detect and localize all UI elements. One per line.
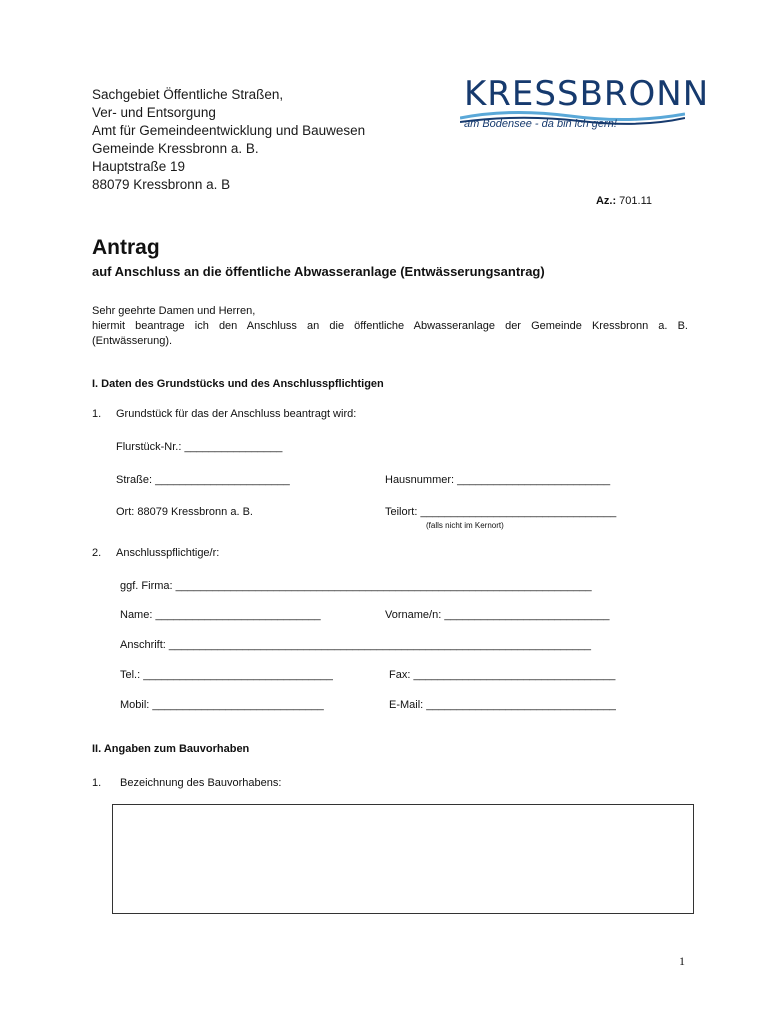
email-field[interactable]: E-Mail: _______________________________ xyxy=(389,699,616,711)
name-field[interactable]: Name: ___________________________ xyxy=(120,609,321,621)
item-label: Grundstück für das der Anschluss beantragt wird: xyxy=(116,408,357,420)
sender-address xyxy=(92,86,365,194)
document-title: Antrag xyxy=(92,236,160,259)
hausnummer-field[interactable]: Hausnummer: _________________________ xyxy=(385,474,611,486)
reference-label: Az.: xyxy=(595,195,617,207)
intro-text xyxy=(92,304,688,349)
teilort-note: (falls nicht im Kernort) xyxy=(426,521,504,530)
page-number: 1 xyxy=(679,954,685,968)
tel-field[interactable]: Tel.: _______________________________ xyxy=(120,669,333,681)
address-line: Amt für Gemeindeentwicklung und Bauwesen xyxy=(92,123,366,138)
logo-tagline: am Bodensee - da bin ich gern! xyxy=(464,118,617,130)
firma-field[interactable]: ggf. Firma: ____________________________________________________________________ xyxy=(120,580,592,592)
kressbronn-logo xyxy=(460,74,710,134)
address-line: Sachgebiet Öffentliche Straßen, xyxy=(92,87,284,102)
address-line: Hauptstraße 19 xyxy=(92,159,186,174)
intro-line: (Entwässerung). xyxy=(92,335,173,347)
salutation: Sehr geehrte Damen und Herren, xyxy=(92,305,256,317)
address-line: 88079 Kressbronn a. B xyxy=(92,177,231,192)
ort-field: Ort: 88079 Kressbronn a. B. xyxy=(116,506,253,518)
item-number: 2. xyxy=(92,547,102,559)
fax-field[interactable]: Fax: _________________________________ xyxy=(389,669,616,681)
section-heading-2: II. Angaben zum Bauvorhaben xyxy=(92,743,250,755)
logo-wordmark: KRESSBRONN xyxy=(464,74,710,114)
reference-value: 701.11 xyxy=(619,195,652,207)
teilort-field[interactable]: Teilort: ________________________________ xyxy=(385,506,617,518)
flurstueck-field[interactable]: Flurstück-Nr.: ________________ xyxy=(116,441,283,453)
vorname-field[interactable]: Vorname/n: ___________________________ xyxy=(385,609,610,621)
anschrift-field[interactable]: Anschrift: _____________________________________________________________________ xyxy=(120,639,592,651)
mobil-field[interactable]: Mobil: ____________________________ xyxy=(120,699,324,711)
bauvorhaben-textbox[interactable] xyxy=(112,804,694,914)
strasse-field[interactable]: Straße: ______________________ xyxy=(116,474,290,486)
reference-number xyxy=(596,195,652,207)
address-line: Gemeinde Kressbronn a. B. xyxy=(92,141,259,156)
item-label: Bezeichnung des Bauvorhabens: xyxy=(120,777,282,789)
item-number: 1. xyxy=(92,408,102,420)
document-subtitle: auf Anschluss an die öffentliche Abwasseranlage (Entwässerungsantrag) xyxy=(92,264,545,279)
address-line: Ver- und Entsorgung xyxy=(92,105,216,120)
item-label: Anschlusspflichtige/r: xyxy=(116,547,220,559)
item-number: 1. xyxy=(92,777,102,789)
section-heading-1: I. Daten des Grundstücks und des Anschlusspflichtigen xyxy=(92,378,384,390)
intro-line: hiermit beantrage ich den Anschluss an die öffentliche Abwasseranlage der Gemeinde Kressbronn a. B. xyxy=(92,320,688,332)
